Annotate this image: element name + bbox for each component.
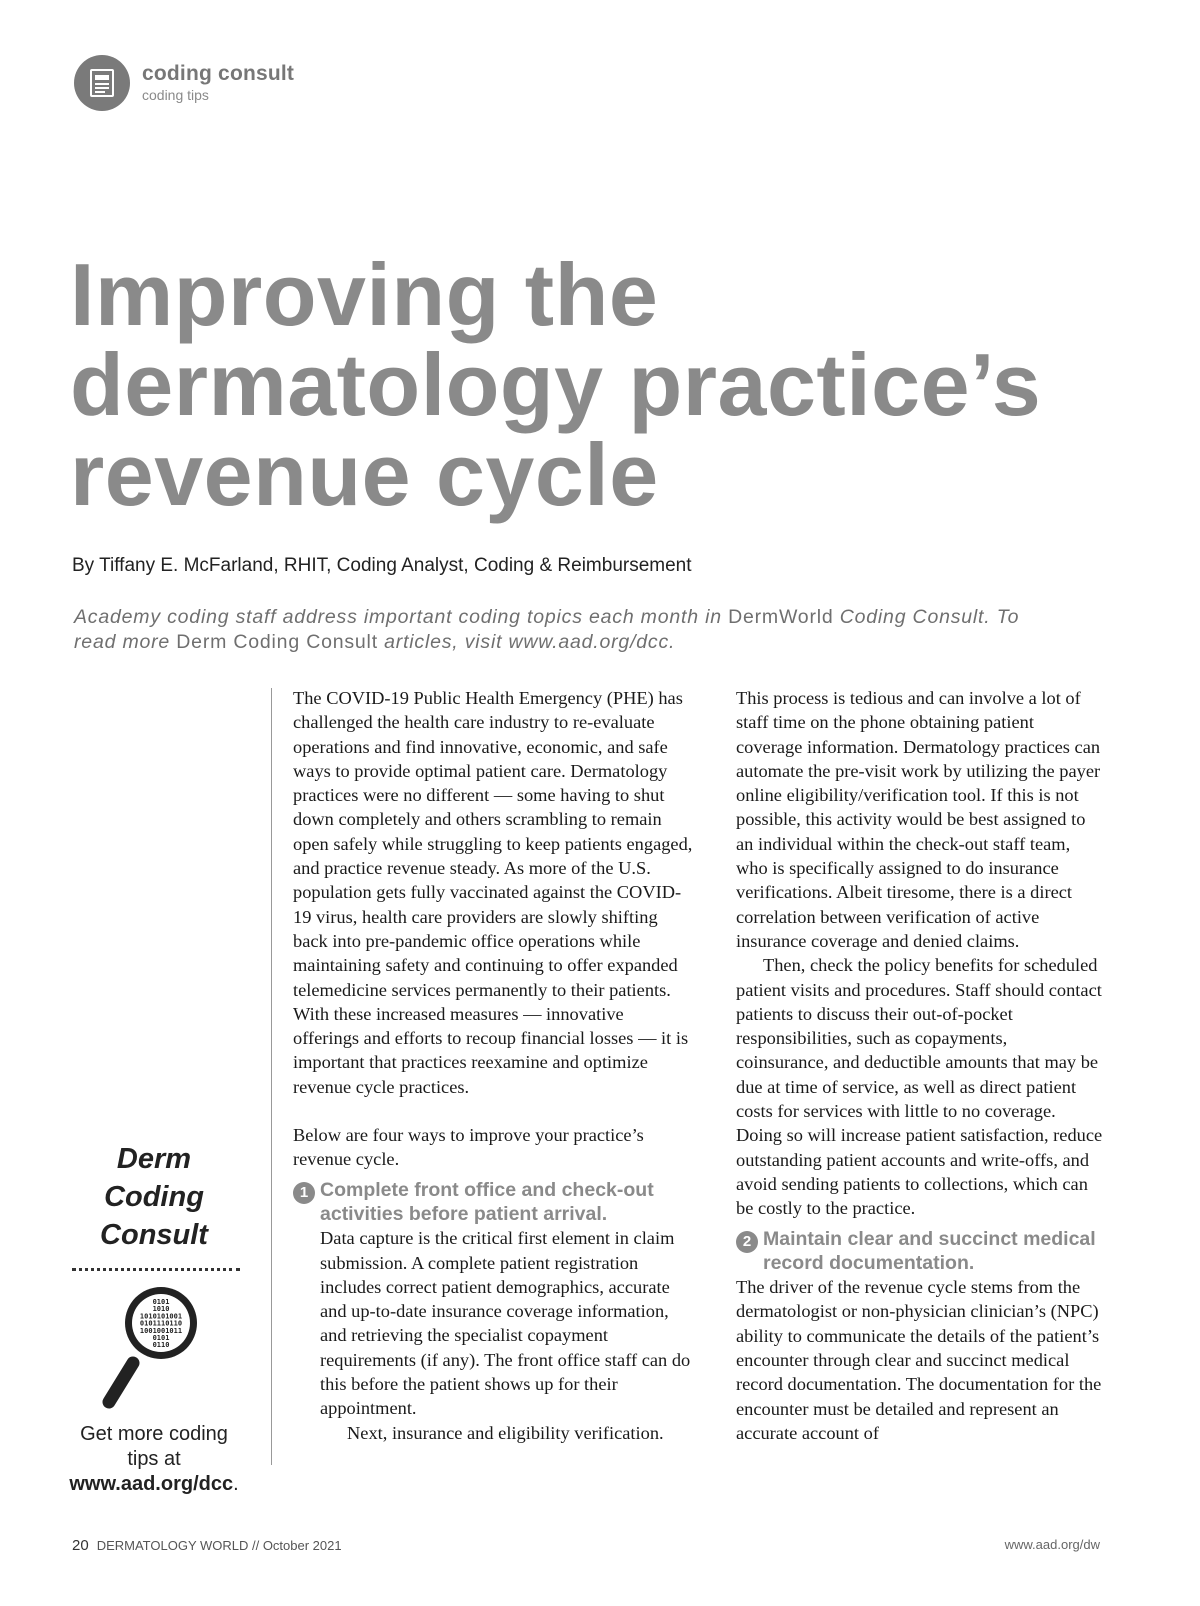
step-next: Next, insurance and eligibility verification. (347, 1422, 664, 1443)
sidebar (64, 1140, 244, 1497)
binary-line: 1010101001 (139, 1312, 183, 1321)
sidebar-tip-suffix: . (233, 1473, 239, 1495)
step-number-badge: 1 (293, 1182, 315, 1204)
byline: By Tiffany E. McFarland, RHIT, Coding Analyst, Coding & Reimbursement (72, 555, 692, 576)
intro-part-1: Academy coding staff address important coding topics each month in (74, 606, 729, 628)
sidebar-tip (64, 1422, 244, 1497)
intro-text (74, 605, 1054, 655)
footer-left (72, 1537, 342, 1554)
intro-publication-2: Derm Coding Consult (176, 631, 378, 653)
article-paragraph: This process is tedious and can involve a lot of staff time on the phone obtaining patient coverage information. Dermatology practices can automate the pre-visit work by utilizing the payer online eligibility/verification tool. If this is not possible, this activity would be best assigned to an individual within the check-out staff team, who is specifically assigned to do insurance verifications. Albeit tiresome, there is a direct correlation between verification of active insurance coverage and denied claims. (736, 688, 1101, 951)
binary-line: 1010 (152, 1305, 170, 1314)
article-headline: Improving the dermatology practice’s revenue cycle (70, 245, 1042, 524)
step-1 (293, 1178, 693, 1445)
article-paragraph: The COVID-19 Public Health Emergency (PHE) has challenged the health care industry to re-evaluate operations and find innovative, economic, and safe ways to provide optimal patient care. Dermatology practices were no different — some having to shut down completely and others scrambling to remain open safely while struggling to keep patients engaged, and practice revenue steady. As more of the U.S. population gets fully vaccinated against the COVID-19 virus, health care providers are slowly shifting back into pre-pandemic office operations while maintaining safety and continuing to offer expanded telemedicine services permanently to their patients. With these increased measures — innovative offerings and efforts to recoup financial losses — it is important that practices reexamine and optimize revenue cycle practices. (293, 688, 693, 1097)
binary-line: 1001001011 (139, 1326, 183, 1335)
step-body: Data capture is the critical first element in claim submission. A complete patient registration includes correct patient demographics, accurate and up-to-date insurance coverage information, and retrieving the specialist copayment requirements (if any). The front office staff can do this before the patient shows up for their appointment. (320, 1228, 691, 1419)
binary-line: 0110 (152, 1341, 170, 1350)
page-number: 20 (72, 1537, 89, 1554)
article-paragraph: Then, check the policy benefits for scheduled patient visits and procedures. Staff should contact patients to discuss their out-of-pocket responsibilities, such as copayments, coinsurance, and deductible amounts that may be due at time of service, as well as direct patient costs for services with little to no coverage. Doing so will increase patient satisfaction, reduce outstanding patient accounts and write-offs, and avoid sending patients to collections, which can be costly to the practice. (736, 955, 1103, 1219)
step-heading: Maintain clear and succinct medical record documentation. (763, 1227, 1096, 1274)
binary-line: 0101110110 (139, 1319, 183, 1328)
dotted-divider (72, 1268, 240, 1271)
sidebar-title: Derm Coding Consult (100, 1143, 208, 1251)
intro-part-2: Coding Consult. To read more (74, 606, 1020, 653)
step-2 (736, 1227, 1104, 1276)
intro-publication-1: DermWorld (728, 606, 834, 628)
step-body: The driver of the revenue cycle stems from the dermatologist or non-physician clinician’s (NPC) ability to communicate the details of the patient’s encounter through clear and succinct medical record documentation. The documentation for the encounter must be detailed and represent an accurate account of (736, 1277, 1102, 1443)
article-paragraph: Below are four ways to improve your practice’s revenue cycle. (293, 1125, 644, 1170)
step-heading: Complete front office and check-out activities before patient arrival. (320, 1178, 654, 1225)
footer-url[interactable]: www.aad.org/dw (1004, 1537, 1100, 1552)
sidebar-tip-link[interactable]: www.aad.org/dcc (69, 1473, 234, 1495)
document-icon (74, 55, 130, 111)
binary-line: 0101 (152, 1298, 170, 1306)
column-divider (271, 688, 272, 1465)
section-title: coding consult (142, 62, 295, 85)
section-subtitle: coding tips (142, 87, 209, 103)
step-number-badge: 2 (736, 1231, 758, 1253)
intro-part-3: articles, visit www.aad.org/dcc. (377, 631, 676, 653)
article-column-2 (736, 686, 1104, 1445)
footer-publication: DERMATOLOGY WORLD // October 2021 (96, 1538, 342, 1553)
article-column-1 (293, 686, 693, 1445)
binary-magnifier-icon (99, 1285, 209, 1410)
binary-line: 0101 (152, 1334, 170, 1342)
sidebar-tip-text: Get more coding tips at (80, 1423, 228, 1470)
section-header (74, 55, 294, 111)
